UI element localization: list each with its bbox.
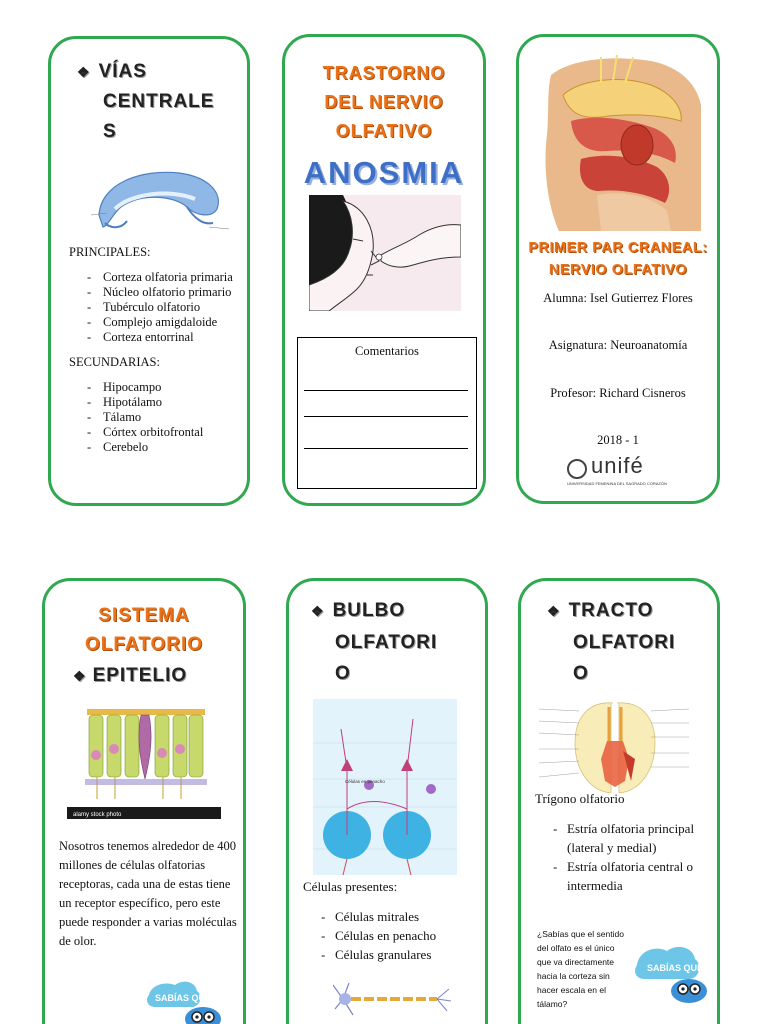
- list-item: - Células en penacho: [303, 926, 436, 945]
- panel-title: ❖ BULBO OLFATORI O: [311, 600, 438, 684]
- panel-title: TRASTORNO DEL NERVIO OLFATIVO: [322, 63, 446, 141]
- list-item: - Hipocampo: [69, 380, 249, 395]
- term: 2018 - 1: [597, 433, 639, 447]
- comment-line[interactable]: [304, 390, 468, 391]
- trigono-label: Trígono olfatorio: [535, 791, 625, 806]
- principales-block: [69, 245, 249, 455]
- list-item: - Células granulares: [303, 945, 436, 964]
- list-item: - Tubérculo olfatorio: [69, 300, 249, 315]
- diamond-bullet-icon: ❖: [311, 603, 325, 619]
- principales-label: PRINCIPALES:: [69, 245, 151, 259]
- course-name: Asignatura: Neuroanatomía: [548, 338, 688, 352]
- epithelium-diagram: [67, 695, 221, 819]
- teacher-name: Profesor: Richard Cisneros: [550, 386, 686, 400]
- diamond-bullet-icon: ❖: [77, 64, 91, 80]
- neuron-diagram: [333, 969, 453, 1024]
- list-item: - Estría olfatoria central o intermedia: [535, 857, 715, 895]
- panel-title: SISTEMA OLFATORIO: [84, 605, 204, 655]
- list-item: - Tálamo: [69, 410, 249, 425]
- brain-mascot-icon: [145, 979, 225, 1024]
- list-item: - Corteza entorrinal: [69, 330, 249, 345]
- panel-title: ❖ TRACTO OLFATORI O: [547, 600, 676, 684]
- unife-logo: unifé UNIVERSIDAD FEMENINA DEL SAGRADO CORAZÓN: [567, 453, 667, 486]
- panel-sistema-olfatorio: [42, 578, 246, 1024]
- panel-tracto-olfatorio: [518, 578, 720, 1024]
- list-item: - Cerebelo: [69, 440, 249, 455]
- diamond-bullet-icon: ❖: [547, 603, 561, 619]
- panel-bulbo-olfatorio: [286, 578, 488, 1024]
- anosmia-title: ANOSMIA: [303, 155, 465, 190]
- diamond-bullet-icon: ❖: [73, 668, 87, 684]
- badge-text: SABÍAS QUE: [647, 963, 704, 973]
- figure-caption: alamy stock photo: [73, 812, 122, 818]
- logo-emblem-icon: [567, 459, 587, 479]
- list-item: - Células mitrales: [303, 907, 436, 926]
- epitelio-heading: ❖ EPITELIO: [73, 665, 188, 686]
- panel-vias-centrales: [48, 36, 250, 506]
- list-item: - Complejo amigdaloide: [69, 315, 249, 330]
- badge-text: SABÍAS QUE: [155, 993, 212, 1003]
- panel-trastorno: [282, 34, 486, 506]
- cells-label: Células presentes:: [303, 879, 398, 894]
- olfactory-bulb-diagram: [313, 699, 457, 875]
- secundarias-label: SECUNDARIAS:: [69, 355, 160, 369]
- list-item: - Corteza olfatoria primaria: [69, 270, 249, 285]
- smelling-illustration: [309, 195, 461, 311]
- brain-mascot-icon: [633, 943, 713, 1003]
- cover-title: PRIMER PAR CRANEAL: NERVIO OLFATIVO: [528, 240, 708, 278]
- brain-diagram: [91, 163, 231, 241]
- estrias-list: [535, 819, 715, 895]
- panel-cover: [516, 34, 720, 504]
- list-item: - Estría olfatoria principal (lateral y medial): [535, 819, 715, 857]
- body-text: Nosotros tenemos alrededor de 400 millones de células olfatorias receptoras, cada una de estas tiene un receptor específico, pero este puede responder a varias moléculas de olor.: [59, 839, 237, 948]
- comment-line[interactable]: [304, 416, 468, 417]
- comments-box[interactable]: [297, 337, 477, 489]
- list-item: - Hipotálamo: [69, 395, 249, 410]
- brain-base-diagram: [539, 697, 689, 793]
- list-item: - Córtex orbitofrontal: [69, 425, 249, 440]
- panel-title: ❖ VÍAS CENTRALE S: [77, 61, 215, 142]
- cells-list: [303, 907, 436, 964]
- comments-label: Comentarios: [355, 344, 419, 358]
- nasal-cavity-illustration: [541, 55, 701, 231]
- student-name: Alumna: Isel Gutierrez Flores: [543, 291, 693, 305]
- comment-line[interactable]: [304, 448, 468, 449]
- figure-label: Células en penacho: [345, 779, 385, 784]
- fun-fact: ¿Sabías que el sentido del olfato es el único que va directamente hacia la corteza sin hacer escala en el tálamo?: [537, 929, 624, 1009]
- list-item: - Núcleo olfatorio primario: [69, 285, 249, 300]
